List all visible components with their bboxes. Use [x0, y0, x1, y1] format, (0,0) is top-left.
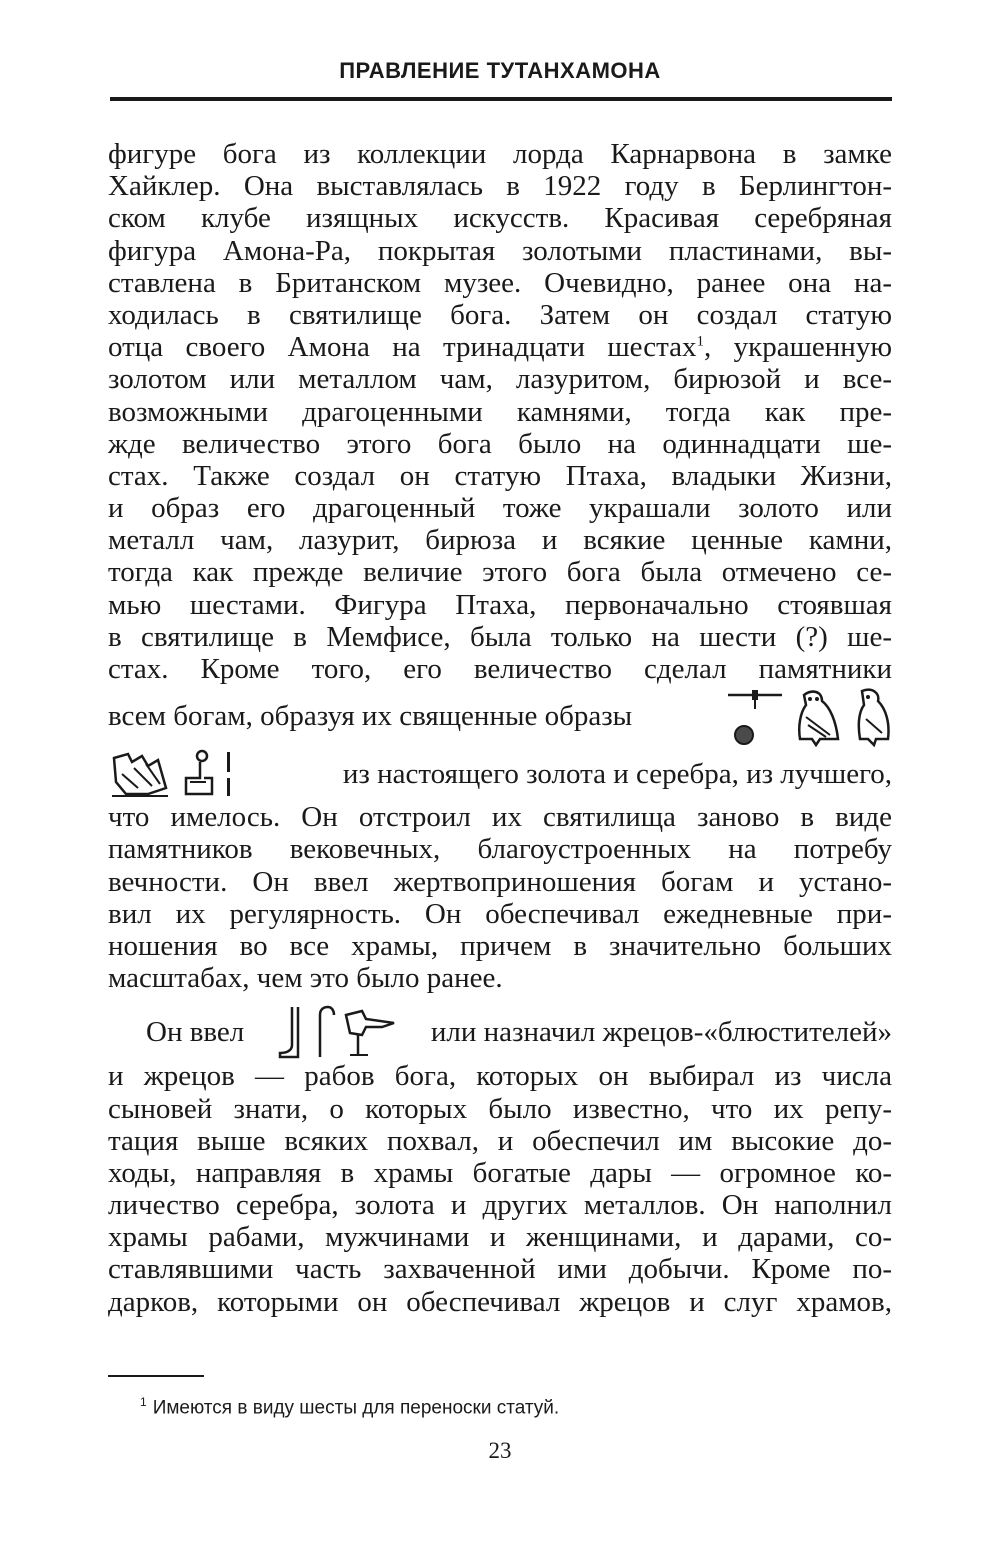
footnote-rule [108, 1375, 204, 1377]
footnote [140, 1395, 559, 1419]
text-line: сыновей знати, о которых было известно, что их репу- [108, 1092, 892, 1125]
text-line: личество серебра, золота и других металлов. Он наполнил [108, 1189, 892, 1222]
text-line: вил их регулярность. Он обеспечивал ежедневные при- [108, 897, 892, 930]
text-line: вечности. Он ввел жертвоприношения богам и устано- [108, 865, 892, 898]
text-line: памятников вековечных, благоустроенных на потребу [108, 833, 892, 866]
footnote-reference: 1 [696, 333, 705, 350]
text-line: стах. Кроме того, его величество сделал памятники [108, 653, 892, 685]
text-line: мью шестами. Фигура Птаха, первоначально стоявшая [108, 588, 892, 621]
text-line-with-hieroglyphs [108, 685, 892, 747]
hieroglyph-staff-icon [314, 1005, 336, 1059]
text-line: ском клубе изящных искусств. Красивая серебряная [108, 202, 892, 235]
hieroglyph-seated-god-icon [178, 748, 218, 800]
hieroglyph-sceptre-sun-icon [724, 687, 786, 747]
text-line: и образ его драгоценный тоже украшали золото или [108, 492, 892, 525]
text-line: ходилась в святилище бога. Затем он создал статую [108, 298, 892, 331]
text-fragment: всем богам, образуя их священные образы [108, 700, 633, 733]
text-line: фигуре бога из коллекции лорда Карнарвона в замке [108, 138, 892, 170]
text-line: и жрецов — рабов бога, которых он выбирал из числа [108, 1060, 892, 1093]
text-line: фигура Амона-Ра, покрытая золотыми пластинами, вы- [108, 234, 892, 267]
text-fragment: или назначил жрецов-«блюстителей» [430, 1016, 892, 1049]
text-line: ходы, направляя в храмы богатые дары — огромное ко- [108, 1156, 892, 1189]
body-text [108, 138, 892, 1318]
text-line: металл чам, лазурит, бирюза и всякие ценные камни, [108, 524, 892, 557]
text-line: стах. Также создал он статую Птаха, владыки Жизни, [108, 459, 892, 492]
hieroglyph-bird-group-icon [108, 748, 172, 800]
running-title: ПРАВЛЕНИЕ ТУТАНХАМОНА [339, 58, 661, 83]
text-line: дарков, которыми он обеспечивал жрецов и слуг храмов, [108, 1285, 892, 1318]
footnote-text: Имеются в виду шесты для переноски статуй. [152, 1397, 560, 1419]
text-line: ставлявшими часть захваченной ими добычи. Кроме по- [108, 1253, 892, 1286]
footnote-marker: 1 [140, 1395, 147, 1409]
hieroglyph-owl-icon [792, 687, 842, 747]
text-line: что имелось. Он отстроил их святилища заново в виде [108, 801, 892, 834]
text-line-with-hieroglyphs [108, 1004, 892, 1060]
text-fragment: из настоящего золота и серебра, из лучшего, [342, 758, 892, 791]
hieroglyph-group-divine-images-icon [724, 687, 892, 747]
text-line: тация выше всяких похвал, и обеспечил им высокие до- [108, 1124, 892, 1157]
hieroglyph-vessel-icon [342, 1005, 398, 1059]
page-number: 23 [488, 1438, 512, 1463]
text-line: возможными драгоценными камнями, тогда как пре- [108, 395, 892, 428]
text-fragment: отца своего Амона на тринадцати шестах [108, 331, 697, 364]
text-fragment: , украшенную [704, 331, 892, 364]
text-line: ношения во все храмы, причем в значительно больших [108, 929, 892, 962]
header-rule [110, 97, 892, 101]
text-fragment: Он ввел [146, 1016, 245, 1049]
text-line [108, 331, 892, 363]
text-line: жде величество этого бога было на одиннадцати ше- [108, 427, 892, 460]
hieroglyph-leg-icon [278, 1005, 308, 1059]
text-line: золотом или металлом чам, лазуритом, бирюзой и все- [108, 363, 892, 396]
hieroglyph-group-priests-icon [278, 1005, 398, 1059]
text-line: храмы рабами, мужчинами и женщинами, и дарами, со- [108, 1221, 892, 1254]
hieroglyph-falcon-icon [848, 687, 892, 747]
hieroglyph-group-divine-images-icon [108, 748, 234, 800]
text-line-with-hieroglyphs [108, 747, 892, 801]
text-line: ставлена в Британском музее. Очевидно, ранее она на- [108, 266, 892, 299]
text-line: тогда как прежде величие этого бога была отмечено се- [108, 556, 892, 589]
text-line: масштабах, чем это было ранее. [108, 962, 503, 995]
text-line: Хайклер. Она выставлялась в 1922 году в Берлингтон- [108, 170, 892, 203]
text-line: в святилище в Мемфисе, была только на шести (?) ше- [108, 620, 892, 653]
hieroglyph-stroke-icon [224, 748, 234, 800]
